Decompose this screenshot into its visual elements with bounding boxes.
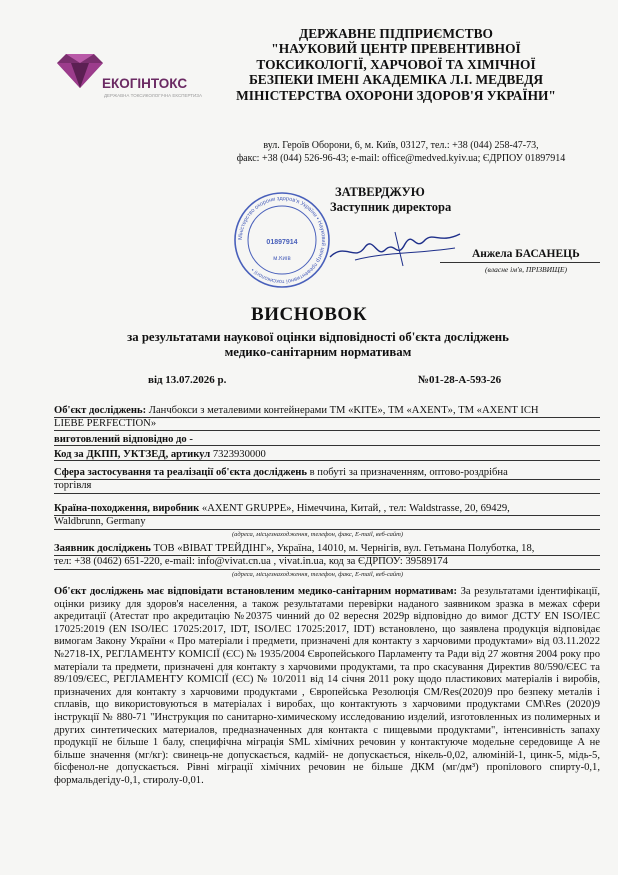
- document-title: ВИСНОВОК: [251, 304, 367, 325]
- signer-name: Анжела БАСАНЕЦЬ: [472, 248, 580, 260]
- signer-hint: (власне ім'я, ПРІЗВИЩЕ): [485, 265, 567, 274]
- divider: [54, 460, 600, 461]
- applicant-label: Заявник досліджень: [54, 543, 151, 554]
- object-section: [54, 404, 600, 461]
- org-line: ТОКСИКОЛОГІЇ, ХАРЧОВОЇ ТА ХІМІЧНОЇ: [256, 56, 536, 72]
- logo-name: ЕКОГІНТОКС: [102, 76, 188, 91]
- applicant-value: ТОВ «ВІВАТ ТРЕЙДІНГ», Україна, 14010, м. Чернігів, вул. Гетьмана Полуботка, 18,: [153, 543, 535, 554]
- divider: [54, 529, 600, 530]
- origin-label: Країна-походження, виробник: [54, 503, 200, 514]
- org-contacts: [198, 140, 604, 165]
- subtitle-line: за результатами наукової оцінки відповідності об'єкта досліджень: [127, 330, 509, 344]
- object-value-cont: LIEBE PERFECTION»: [54, 418, 157, 429]
- origin-value: «AXENT GRUPPE», Німеччина, Китай, , тел: Waldstrasse, 20, 69429,: [201, 503, 510, 514]
- stamp-ring-text: Міністерство охорони здоров'я України • Науковий центр превентивної токсикології •: [237, 195, 327, 285]
- document-date: від 13.07.2026 р.: [148, 374, 227, 386]
- scope-value: в побуті за призначенням, оптово-роздрібна: [309, 467, 508, 478]
- object-label: Об'єкт досліджень:: [54, 405, 147, 416]
- organization-name: [198, 26, 594, 103]
- object-value: Ланчбокси з металевими контейнерами ТМ «KITE», ТМ «AXENT», ТМ «AXENT ICH: [148, 405, 539, 416]
- divider: [54, 445, 600, 446]
- code-label: Код за ДКПП, УКТЗЕД, артикул: [54, 449, 211, 460]
- signature-line: [440, 262, 600, 263]
- signature: [325, 222, 465, 272]
- divider: [54, 493, 600, 494]
- scope-label: Сфера застосування та реалізації об'єкта досліджень: [54, 467, 307, 478]
- document-subtitle: [78, 330, 558, 360]
- made-according-label: виготовлений відповідно до -: [54, 434, 193, 445]
- applicant-hint: (адреса, місцезнаходження, телефон, факс, E-mail, веб-сайт): [232, 571, 404, 578]
- stamp-city: м.Київ: [273, 256, 291, 262]
- org-line: "НАУКОВИЙ ЦЕНТР ПРЕВЕНТИВНОЇ: [271, 41, 521, 57]
- divider: [54, 515, 600, 516]
- code-value: 7323930000: [212, 449, 266, 460]
- divider: [54, 555, 600, 556]
- applicant-value-cont: тел: +38 (0462) 651-220, e-mail: info@vivat.cn.ua , vivat.in.ua, код за ЄДРПОУ: 39589174: [54, 556, 448, 567]
- contact-line: факс: +38 (044) 526-96-43; e-mail: office@medved.kyiv.ua; ЄДРПОУ 01897914: [236, 152, 566, 164]
- approval-block: [330, 185, 451, 215]
- official-stamp: [232, 190, 332, 290]
- conclusion-text: За результатами ідентифікації, оцінки ризику для здоров'я населення, а також результатами перевірки наданого заявником зразка в межах сфери акредитації (Атестат про акредитацію №20375 чинний до 02 вересня 2029р відповідно до вимог ДСТУ EN ISO/IEC 17025:2019 (EN ISO/IEC 17025:2017, IDT, ISO/IEC 17025:2017, IDT) встановлено, що заявлена продукція відповідає вимогам Закону України « Про матеріали і предмети, призначені для контакту з харчовими продуктами» від 03.11.2022 №2718-IX, РЕГЛАМЕНТУ КОМІСІЇ (ЄС) № 1935/2004 Європейського Парламенту та Ради від 27 жовтня 2004 року про матеріали та предмети, призначені для контакту з харчовими продуктами, та про скасування Директив 80/590/ЄЕС та 89/109/ЄЕС, РЕГЛАМЕНТУ КОМІСІЇ (ЄС) № 10/2011 від 14 січня 2011 року щодо пластикових матеріалів і виробів, призначених для контакту з харчовими продуктами , Європейська Резолюція CM/Res(2020)9 про безпеку металів і сплавів, що використовуються в матеріалах і виробах, що контактують з харчовими продуктами CM\Res (2020)9 інструкції № 880-71 "Инструкция по санитарно-химическому исследованию изделий, изготовленных из полимерных и других синтетических материалов, предназначенных для контакта с пищевыми продуктами", інтенсивність запаху продукції не більше 1 балу, специфічна міграція SML хімічних речовин у контактуюче модельне середовище А не більше значення (мг/кг): свинець-не допускається, кадмій- не допускається, нікель-0,02, алюміній-1, цинк-5, мідь-5, бісфенол-не допускається. Рівні міграції хімічних речовин не більше ДКМ (мг/дм³) пропілового спирту-0,1, формальдегіду-0,1, стиролу-0,01.: [54, 586, 600, 786]
- subtitle-line: медико-санітарним нормативам: [224, 345, 412, 359]
- diamond-logo-icon: [57, 52, 103, 88]
- org-line: БЕЗПЕКИ ІМЕНІ АКАДЕМІКА Л.І. МЕДВЕДЯ: [248, 72, 544, 88]
- divider: [54, 417, 600, 418]
- scope-value-cont: торгівля: [54, 480, 92, 491]
- approval-heading: ЗАТВЕРДЖУЮ: [335, 185, 425, 199]
- divider: [54, 479, 600, 480]
- divider: [54, 569, 600, 570]
- origin-value-cont: Waldbrunn, Germany: [54, 516, 146, 527]
- conclusion-section: [54, 586, 600, 788]
- approval-role: Заступник директора: [330, 200, 452, 214]
- stamp-code: 01897914: [266, 239, 298, 246]
- origin-hint: (адреса, місцезнаходження, телефон, факс, E-mail, веб-сайт): [232, 531, 404, 538]
- org-line: ДЕРЖАВНЕ ПІДПРИЄМСТВО: [299, 26, 493, 41]
- divider: [54, 430, 600, 431]
- contact-line: вул. Героїв Оборони, 6, м. Київ, 03127, тел.: +38 (044) 258-47-73,: [263, 140, 539, 151]
- org-line: МІНІСТЕРСТВА ОХОРОНИ ЗДОРОВ'Я УКРАЇНИ": [236, 87, 556, 103]
- document-number: №01-28-А-593-26: [418, 374, 502, 386]
- conclusion-label: Об'єкт досліджень має відповідати встановленим медико-санітарним нормативам:: [54, 586, 458, 597]
- logo-tagline: ДЕРЖАВНА ТОКСИКОЛОГІЧНА ЕКСПЕРТИЗА: [104, 93, 202, 98]
